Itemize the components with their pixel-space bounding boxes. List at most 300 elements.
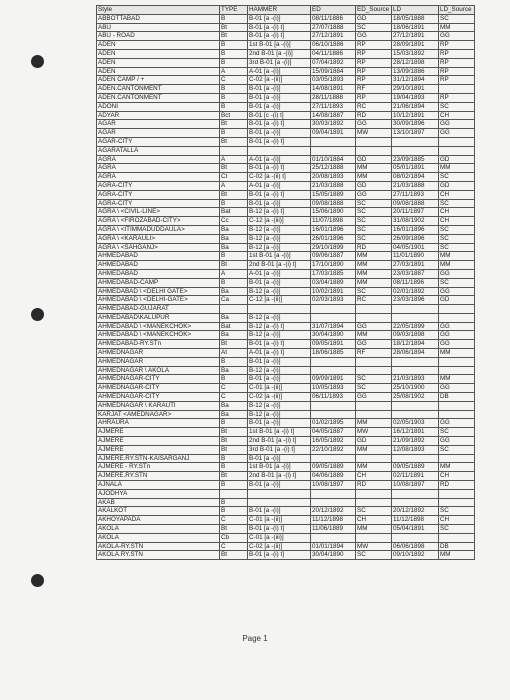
cell-hammer: B-01 [a -(i)] bbox=[248, 14, 311, 23]
cell-type: B bbox=[220, 375, 248, 384]
cell-ld-source: SC bbox=[439, 102, 475, 111]
cell-type: Ba bbox=[220, 234, 248, 243]
cell-style: ADEN bbox=[97, 58, 220, 67]
cell-ed: 30/03/1892 bbox=[311, 120, 356, 129]
cell-ed-source: SC bbox=[356, 199, 392, 208]
cell-ed bbox=[311, 366, 356, 375]
cell-hammer: C-02 [a -(ii) t] bbox=[248, 173, 311, 182]
cell-ld-source: GG bbox=[439, 269, 475, 278]
cell-type: Bt bbox=[220, 472, 248, 481]
table-row bbox=[97, 489, 475, 498]
cell-ld: 31/08/1902 bbox=[392, 217, 439, 226]
cell-hammer: B-01 [a -(i)] bbox=[248, 129, 311, 138]
table-row bbox=[97, 313, 475, 322]
cell-ld: 05/04/1891 bbox=[392, 525, 439, 534]
cell-ed-source: MM bbox=[356, 252, 392, 261]
cell-ed-source: MW bbox=[356, 428, 392, 437]
cell-type: Ba bbox=[220, 313, 248, 322]
cell-type: C bbox=[220, 384, 248, 393]
cell-hammer: C-02 [a -(ii)] bbox=[248, 393, 311, 402]
cell-style: ADONI bbox=[97, 102, 220, 111]
cell-ed: 16/05/1892 bbox=[311, 437, 356, 446]
cell-ed-source: SC bbox=[356, 507, 392, 516]
cell-ed-source: RP bbox=[356, 93, 392, 102]
cell-ld: 09/08/1888 bbox=[392, 199, 439, 208]
cell-ed: 30/04/1890 bbox=[311, 331, 356, 340]
table-row bbox=[97, 428, 475, 437]
cell-ed-source: RP bbox=[356, 41, 392, 50]
cell-style: AGAR bbox=[97, 129, 220, 138]
cell-ed: 14/08/1891 bbox=[311, 85, 356, 94]
cell-ld: 18/06/1891 bbox=[392, 23, 439, 32]
cell-ed: 09/05/1891 bbox=[311, 340, 356, 349]
cell-hammer: C-01 [a -(ii)] bbox=[248, 384, 311, 393]
cell-type: Bt bbox=[220, 32, 248, 41]
cell-ed: 17/03/1885 bbox=[311, 269, 356, 278]
cell-ld: 28/06/1894 bbox=[392, 349, 439, 358]
cell-type: B bbox=[220, 481, 248, 490]
cell-hammer bbox=[248, 489, 311, 498]
cell-ed: 03/05/1893 bbox=[311, 76, 356, 85]
cell-ed-source: MM bbox=[356, 331, 392, 340]
table-row bbox=[97, 533, 475, 542]
cell-ld-source bbox=[439, 498, 475, 507]
cell-ld-source bbox=[439, 410, 475, 419]
cell-ed-source: RD bbox=[356, 243, 392, 252]
cell-hammer: 2nd B-01 [a -(i) t] bbox=[248, 437, 311, 446]
cell-ed: 06/10/1886 bbox=[311, 41, 356, 50]
cell-ed: 01/10/1884 bbox=[311, 155, 356, 164]
table-row bbox=[97, 225, 475, 234]
cell-ed-source bbox=[356, 533, 392, 542]
cell-hammer: B-12 [a -(i)] bbox=[248, 331, 311, 340]
cell-ed bbox=[311, 305, 356, 314]
cell-hammer: B-01 [a -(i) t] bbox=[248, 120, 311, 129]
cell-ld: 25/10/1900 bbox=[392, 384, 439, 393]
cell-ed-source: GG bbox=[356, 393, 392, 402]
cell-ed-source bbox=[356, 305, 392, 314]
cell-style: AGAR bbox=[97, 120, 220, 129]
cell-type: Ba bbox=[220, 401, 248, 410]
cell-ld bbox=[392, 454, 439, 463]
table-row bbox=[97, 234, 475, 243]
cell-type: Bct bbox=[220, 111, 248, 120]
cell-ed: 04/06/1889 bbox=[311, 472, 356, 481]
cell-hammer: C-02 [a -(ii)] bbox=[248, 76, 311, 85]
cell-hammer: B-01 [a -(i) t] bbox=[248, 23, 311, 32]
cell-ld bbox=[392, 146, 439, 155]
column-header-style: Style bbox=[97, 6, 220, 15]
cell-type: Ba bbox=[220, 243, 248, 252]
cell-hammer: B-12 [a -(i)] bbox=[248, 401, 311, 410]
cell-ld-source: SC bbox=[439, 173, 475, 182]
cell-type: Bt bbox=[220, 137, 248, 146]
cell-ld: 09/03/1898 bbox=[392, 331, 439, 340]
cell-type bbox=[220, 305, 248, 314]
cell-type: A bbox=[220, 67, 248, 76]
cell-ld: 08/11/1896 bbox=[392, 278, 439, 287]
cell-hammer: B-01 [a -(i)] bbox=[248, 93, 311, 102]
cell-hammer: 3rd B-01 [a -(i) t] bbox=[248, 445, 311, 454]
cell-ld: 11/12/1898 bbox=[392, 516, 439, 525]
cell-ld-source bbox=[439, 533, 475, 542]
cell-style: AKALKOT bbox=[97, 507, 220, 516]
cell-type: C bbox=[220, 516, 248, 525]
cell-type: A bbox=[220, 181, 248, 190]
cell-ld: 28/12/1898 bbox=[392, 58, 439, 67]
cell-ed bbox=[311, 137, 356, 146]
cell-ed-source: MM bbox=[356, 445, 392, 454]
cell-style: AHMEDNAGAR-CITY bbox=[97, 384, 220, 393]
column-header-ld: LD bbox=[392, 6, 439, 15]
table-row bbox=[97, 278, 475, 287]
table-row bbox=[97, 384, 475, 393]
cell-ld: 31/12/1894 bbox=[392, 76, 439, 85]
cell-ed bbox=[311, 533, 356, 542]
table-row bbox=[97, 129, 475, 138]
cell-ld: 02/01/1892 bbox=[392, 287, 439, 296]
cell-ld-source: RP bbox=[439, 49, 475, 58]
cell-hammer: 1st B-01 [a -(i) t] bbox=[248, 428, 311, 437]
table-row bbox=[97, 49, 475, 58]
cell-ed bbox=[311, 401, 356, 410]
table-row bbox=[97, 445, 475, 454]
cell-ld-source: MM bbox=[439, 261, 475, 270]
cell-ld-source bbox=[439, 313, 475, 322]
cell-ed: 16/01/1896 bbox=[311, 225, 356, 234]
table-row bbox=[97, 146, 475, 155]
cell-ed-source bbox=[356, 366, 392, 375]
cell-type: B bbox=[220, 463, 248, 472]
cell-ed-source: MW bbox=[356, 542, 392, 551]
cell-type: B bbox=[220, 507, 248, 516]
cell-ed: 01/02/1895 bbox=[311, 419, 356, 428]
cell-ed: 04/11/1886 bbox=[311, 49, 356, 58]
cell-style: ADEN CAMP / + bbox=[97, 76, 220, 85]
cell-type: C bbox=[220, 76, 248, 85]
cell-ed-source: MM bbox=[356, 419, 392, 428]
cell-type: Bt bbox=[220, 261, 248, 270]
cell-ed-source bbox=[356, 498, 392, 507]
cell-ed: 14/08/1887 bbox=[311, 111, 356, 120]
cell-ld-source bbox=[439, 454, 475, 463]
cell-ld-source: SC bbox=[439, 225, 475, 234]
cell-ed: 11/06/1889 bbox=[311, 525, 356, 534]
table-row bbox=[97, 410, 475, 419]
cell-ld-source: GG bbox=[439, 120, 475, 129]
cell-ed: 06/11/1893 bbox=[311, 393, 356, 402]
cell-ed: 09/06/1887 bbox=[311, 252, 356, 261]
cell-ed-source: SC bbox=[356, 225, 392, 234]
cell-type: B bbox=[220, 357, 248, 366]
cell-type: A bbox=[220, 155, 248, 164]
cell-type bbox=[220, 489, 248, 498]
table-row bbox=[97, 252, 475, 261]
cell-ld: 02/05/1903 bbox=[392, 419, 439, 428]
cell-style: AGAR-CITY bbox=[97, 137, 220, 146]
cell-ed: 27/07/1888 bbox=[311, 23, 356, 32]
cell-style: AKOLA bbox=[97, 533, 220, 542]
cell-type: B bbox=[220, 85, 248, 94]
table-row bbox=[97, 331, 475, 340]
cell-ld-source: GD bbox=[439, 296, 475, 305]
cell-ld: 27/12/1891 bbox=[392, 32, 439, 41]
cell-style: ABBOTTABAD bbox=[97, 14, 220, 23]
cell-ed: 22/10/1892 bbox=[311, 445, 356, 454]
column-header-ld-source: LD_Source bbox=[439, 6, 475, 15]
cell-hammer: B-12 [a -(i)] bbox=[248, 225, 311, 234]
table-row bbox=[97, 173, 475, 182]
cell-ld-source: MM bbox=[439, 375, 475, 384]
cell-type: Ct bbox=[220, 173, 248, 182]
cell-ld: 13/09/1886 bbox=[392, 67, 439, 76]
cell-hammer: B-12 [a -(i)] bbox=[248, 313, 311, 322]
cell-type: B bbox=[220, 49, 248, 58]
cell-hammer: A-01 [a -(i) t] bbox=[248, 349, 311, 358]
cell-ld bbox=[392, 489, 439, 498]
table-row bbox=[97, 181, 475, 190]
cell-hammer: C-12 [a -(ii)] bbox=[248, 296, 311, 305]
cell-ld: 05/01/1891 bbox=[392, 164, 439, 173]
table-row bbox=[97, 67, 475, 76]
cell-ld bbox=[392, 410, 439, 419]
cell-hammer bbox=[248, 146, 311, 155]
cell-style: AHMEDABAD bbox=[97, 261, 220, 270]
cell-type: B bbox=[220, 102, 248, 111]
cell-type: Cc bbox=[220, 217, 248, 226]
table-row bbox=[97, 498, 475, 507]
table-row bbox=[97, 217, 475, 226]
cell-style: AGRA-CITY bbox=[97, 181, 220, 190]
cell-ld: 13/10/1897 bbox=[392, 129, 439, 138]
cell-style: ADYAR bbox=[97, 111, 220, 120]
cell-style: AGRA \ <CIVIL-LINE> bbox=[97, 208, 220, 217]
cell-type: A bbox=[220, 269, 248, 278]
cell-hammer: B-01 [a -(i)] bbox=[248, 102, 311, 111]
cell-style: AKHOYAPADA bbox=[97, 516, 220, 525]
cell-ld: 15/03/1892 bbox=[392, 49, 439, 58]
cell-ed-source: RP bbox=[356, 49, 392, 58]
cell-ed-source: GG bbox=[356, 340, 392, 349]
table-row bbox=[97, 463, 475, 472]
table-row bbox=[97, 525, 475, 534]
cell-ed: 29/10/1899 bbox=[311, 243, 356, 252]
cell-style: AHMEDABAD \ <MANEKCHOK> bbox=[97, 322, 220, 331]
table-row bbox=[97, 349, 475, 358]
cell-ed-source: RP bbox=[356, 58, 392, 67]
cell-type: C bbox=[220, 393, 248, 402]
cell-ld: 09/05/1889 bbox=[392, 463, 439, 472]
cell-ed-source bbox=[356, 313, 392, 322]
cell-ed-source bbox=[356, 357, 392, 366]
cell-ed: 11/07/1898 bbox=[311, 217, 356, 226]
table-row bbox=[97, 32, 475, 41]
cell-type bbox=[220, 146, 248, 155]
cell-hammer: 1st B-01 [a -(i)] bbox=[248, 463, 311, 472]
cell-ed-source: RP bbox=[356, 76, 392, 85]
cell-style: AJMERE bbox=[97, 428, 220, 437]
table-row bbox=[97, 14, 475, 23]
cell-ed-source: GD bbox=[356, 181, 392, 190]
table-row bbox=[97, 472, 475, 481]
cell-hammer: B-01 [a -(i) t] bbox=[248, 32, 311, 41]
cell-ld: 09/10/1892 bbox=[392, 551, 439, 560]
cell-ed: 09/04/1891 bbox=[311, 129, 356, 138]
cell-style: AHMEDABAD \ <DELHI-GATE> bbox=[97, 296, 220, 305]
cell-ld: 27/11/1893 bbox=[392, 190, 439, 199]
cell-hammer: B-01 [a -(i)] bbox=[248, 419, 311, 428]
cell-style: AHRAURA bbox=[97, 419, 220, 428]
table-row bbox=[97, 261, 475, 270]
cell-style: AGRA \ <FIROZABAD-CITY> bbox=[97, 217, 220, 226]
table-row bbox=[97, 305, 475, 314]
cell-ld-source: RP bbox=[439, 58, 475, 67]
table-row bbox=[97, 401, 475, 410]
cell-ed: 27/12/1891 bbox=[311, 32, 356, 41]
table-row bbox=[97, 322, 475, 331]
table-row bbox=[97, 366, 475, 375]
cell-ld bbox=[392, 137, 439, 146]
cell-ed-source: MM bbox=[356, 278, 392, 287]
cell-ed: 15/06/1890 bbox=[311, 208, 356, 217]
cell-ld-source: SC bbox=[439, 445, 475, 454]
table-header-row bbox=[97, 6, 475, 15]
cell-type: At bbox=[220, 349, 248, 358]
table-row bbox=[97, 375, 475, 384]
cell-ed-source: SC bbox=[356, 208, 392, 217]
cell-ed: 08/11/1886 bbox=[311, 14, 356, 23]
cell-ld: 19/04/1893 bbox=[392, 93, 439, 102]
cell-ed-source: RD bbox=[356, 481, 392, 490]
cell-style: AHMEDNAGAR-CITY bbox=[97, 375, 220, 384]
cell-ed-source bbox=[356, 401, 392, 410]
cell-ed-source: SC bbox=[356, 217, 392, 226]
cell-hammer: B-01 [a -(i)] bbox=[248, 357, 311, 366]
cell-ld: 08/02/1894 bbox=[392, 173, 439, 182]
cell-ld-source: GG bbox=[439, 287, 475, 296]
cell-ld: 23/09/1885 bbox=[392, 155, 439, 164]
cell-style: AGRA bbox=[97, 155, 220, 164]
cell-ed-source: MM bbox=[356, 463, 392, 472]
cell-ld: 12/08/1893 bbox=[392, 445, 439, 454]
cell-style: AJMERE - RY.STn bbox=[97, 463, 220, 472]
cell-ed-source: MM bbox=[356, 525, 392, 534]
cell-ld-source: CH bbox=[439, 190, 475, 199]
cell-hammer: B-01 [a -(i)] bbox=[248, 278, 311, 287]
cell-ed bbox=[311, 410, 356, 419]
cell-ld bbox=[392, 533, 439, 542]
cell-ed: 09/08/1888 bbox=[311, 199, 356, 208]
cell-type: B bbox=[220, 41, 248, 50]
cell-ld-source bbox=[439, 357, 475, 366]
table-row bbox=[97, 393, 475, 402]
cell-style: AJMERE.RY.STN-KAISARGANJ bbox=[97, 454, 220, 463]
cell-type: B bbox=[220, 419, 248, 428]
cell-style: AKOLA.RY.STN bbox=[97, 551, 220, 560]
cell-hammer: B-01 [a -(i) t] bbox=[248, 525, 311, 534]
cell-ld-source: CH bbox=[439, 208, 475, 217]
cell-ld: 11/01/1890 bbox=[392, 252, 439, 261]
cell-ed-source bbox=[356, 454, 392, 463]
cell-hammer: B-01 [a -(i) t] bbox=[248, 551, 311, 560]
cell-ed-source bbox=[356, 146, 392, 155]
cell-ld: 21/09/1892 bbox=[392, 437, 439, 446]
cell-ld: 23/03/1887 bbox=[392, 269, 439, 278]
postmark-table bbox=[96, 5, 475, 560]
cell-type: B bbox=[220, 252, 248, 261]
cell-ed: 17/10/1890 bbox=[311, 261, 356, 270]
cell-type: Ca bbox=[220, 296, 248, 305]
cell-type: Bt bbox=[220, 164, 248, 173]
cell-ld-source: GD bbox=[439, 181, 475, 190]
cell-style: AGRA bbox=[97, 164, 220, 173]
cell-style: AKOLA-RY.STN bbox=[97, 542, 220, 551]
cell-hammer: C-02 [a -(ii)] bbox=[248, 542, 311, 551]
cell-type: B bbox=[220, 93, 248, 102]
cell-style: AHMEDABAD-RY.STn bbox=[97, 340, 220, 349]
cell-ed-source: MW bbox=[356, 129, 392, 138]
cell-style: ADEN bbox=[97, 49, 220, 58]
cell-hammer: B-01 [a -(i)] bbox=[248, 85, 311, 94]
cell-type: Ba bbox=[220, 410, 248, 419]
table-row bbox=[97, 120, 475, 129]
cell-hammer: 1st B-01 [a -(i)] bbox=[248, 41, 311, 50]
cell-style: AKAB bbox=[97, 498, 220, 507]
cell-style: AJMERE.RY.STN bbox=[97, 472, 220, 481]
cell-type: B bbox=[220, 14, 248, 23]
cell-style: AHMEDABAD bbox=[97, 269, 220, 278]
cell-style: AJNALA bbox=[97, 481, 220, 490]
cell-style: AGRA \ <KARAULI> bbox=[97, 234, 220, 243]
cell-ed: 09/09/1891 bbox=[311, 375, 356, 384]
cell-style: AHMEDABAD bbox=[97, 252, 220, 261]
cell-ed-source: RC bbox=[356, 296, 392, 305]
table-row bbox=[97, 437, 475, 446]
cell-hammer: B-12 [a -(i) t] bbox=[248, 208, 311, 217]
cell-type: Bat bbox=[220, 208, 248, 217]
cell-ld-source: RP bbox=[439, 76, 475, 85]
table-row bbox=[97, 542, 475, 551]
cell-hammer: 2nd B-01 [a -(i)] bbox=[248, 49, 311, 58]
table-row bbox=[97, 357, 475, 366]
cell-hammer: 2nd B-01 [a -(i) t] bbox=[248, 472, 311, 481]
table-row bbox=[97, 41, 475, 50]
cell-type: B bbox=[220, 278, 248, 287]
cell-ld: 26/09/1896 bbox=[392, 234, 439, 243]
cell-ld-source: RP bbox=[439, 41, 475, 50]
table-row bbox=[97, 85, 475, 94]
cell-style: ABU bbox=[97, 23, 220, 32]
cell-ed: 10/05/1893 bbox=[311, 384, 356, 393]
cell-ld-source bbox=[439, 137, 475, 146]
cell-ld-source: GG bbox=[439, 331, 475, 340]
cell-style: AHMEDNAGAR-CITY bbox=[97, 393, 220, 402]
cell-ed: 10/02/1891 bbox=[311, 287, 356, 296]
cell-ed bbox=[311, 313, 356, 322]
cell-ed-source: SC bbox=[356, 375, 392, 384]
cell-ed: 03/04/1889 bbox=[311, 278, 356, 287]
cell-ld-source: MM bbox=[439, 551, 475, 560]
cell-ld: 29/10/1891 bbox=[392, 85, 439, 94]
cell-ed: 02/03/1893 bbox=[311, 296, 356, 305]
cell-ed-source: GG bbox=[356, 120, 392, 129]
cell-ld: 25/08/1902 bbox=[392, 393, 439, 402]
cell-type: Ba bbox=[220, 225, 248, 234]
cell-hammer: B-12 [a -(i) t] bbox=[248, 322, 311, 331]
cell-ld-source: CH bbox=[439, 472, 475, 481]
cell-ed bbox=[311, 454, 356, 463]
cell-ed-source: SC bbox=[356, 287, 392, 296]
